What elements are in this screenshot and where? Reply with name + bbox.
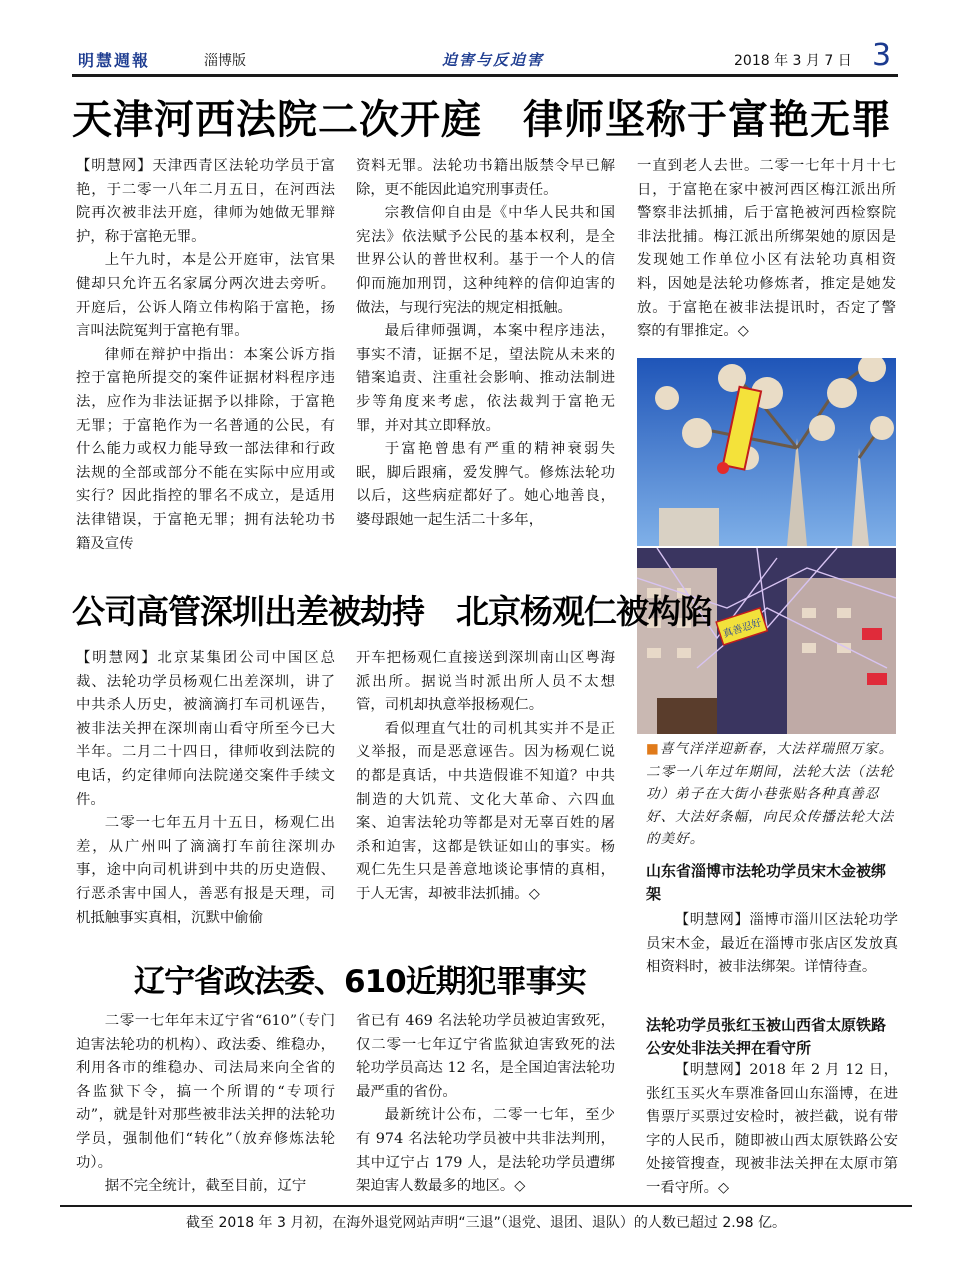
paragraph: 最新统计公布，二零一七年，至少有 974 名法轮功学员被中共非法判刑，其中辽宁占 179 人，是法轮功学员遭绑架迫害人数最多的地区。◇ xyxy=(356,1107,615,1195)
paragraph: 宗教信仰自由是《中华人民共和国宪法》依法赋予公民的基本权利，是全世界公认的普世权利。基于一个人的信仰而施加刑罚，这种纯粹的信仰迫害的做法，与现行宪法的规定相抵触。 xyxy=(356,205,615,316)
paragraph: 资料无罪。法轮功书籍出版禁令早已解除，更不能因此追究刑事责任。 xyxy=(356,158,615,198)
paragraph: 于富艳曾患有严重的精神衰弱失眠，脚后跟痛，爱发脾气。修炼法轮功以后，这些病症都好了。她心地善良，婆母跟她一起生活二十多年， xyxy=(356,441,615,528)
article3-column-1 xyxy=(76,1010,335,1199)
paragraph: 一直到老人去世。二零一七年十月十七日，于富艳在家中被河西区梅江派出所警察非法抓捕，后于富艳被河西检察院非法批捕。梅江派出所绑架她的原因是发现她工作单位小区有法轮功真相资料，因她是法轮功修炼者，推定是她发放。于富艳在被非法提讯时，否定了警察的有罪推定。◇ xyxy=(637,158,896,340)
brief2-headline: 法轮功学员张红玉被山西省太原铁路公安处非法关押在看守所 xyxy=(646,1016,887,1057)
paragraph: 二零一七年年末辽宁省“610”（专门迫害法轮功的机构）、政法委、维稳办，利用各市的维稳办、司法局来向全省的各监狱下令，搞一个所谓的“专项行动”，就是针对那些被非法关押的法轮功学员，强制他们“转化”（放弃修炼法轮功）。 xyxy=(76,1013,335,1171)
paragraph: 【明慧网】2018 年 2 月 12 日，张红玉买火车票准备回山东淄博，在进售票厅买票过安检时，被拦截，说有带字的人民币，随即被山西太原铁路公安处接管搜查，现被非法关押在太原市第一看守所。◇ xyxy=(646,1062,898,1196)
photo-tree-banner-night xyxy=(637,548,896,734)
masthead xyxy=(72,38,898,77)
section-title: 迫害与反迫害 xyxy=(442,51,545,69)
photo-caption xyxy=(646,738,900,851)
brief1-body xyxy=(646,909,898,980)
article2-column-2 xyxy=(356,647,615,907)
footer-notice: 截至 2018 年 3 月初，在海外退党网站声明“三退”（退党、退团、退队）的人数已超过 2.98 亿。 xyxy=(186,1215,786,1231)
paragraph: 律师在辩护中指出：本案公诉方指控于富艳所提交的案件证据材料程序违法，应作为非法证据予以排除，于富艳无罪；于富艳作为一名普通的公民，有什么能力或权力能导致一部法律和行政法规的全部或部分不能在实际中应用或实行？因此指控的罪名不成立，是适用法律错误，于富艳无罪；拥有法轮功书籍及宣传 xyxy=(76,346,335,552)
paragraph: 二零一七年五月十五日，杨观仁出差，从广州叫了滴滴打车前往深圳办事，途中向司机讲到中共的历史造假、行恶杀害中国人，善恶有报是天理，司机抵触事实真相，沉默中偷偷 xyxy=(76,815,335,926)
paragraph: 最后律师强调，本案中程序违法，事实不清，证据不足，望法院从未来的错案追责、注重社会影响、推动法制进步等角度来考虑，依法裁判于富艳无罪，并对其立即释放。 xyxy=(356,323,615,434)
night-photo-illustration xyxy=(637,548,896,734)
edition-label: 淄博版 xyxy=(204,53,246,69)
paragraph: 看似理直气壮的司机其实并不是正义举报，而是恶意诬告。因为杨观仁说的都是真话，中共造假谁不知道？中共制造的大饥荒、文化大革命、六四血案、迫害法轮功等都是对无辜百姓的屠杀和迫害，这都是铁证如山的事实。杨观仁先生只是善意地谈论事情的真相，于人无害，却被非法抓捕。◇ xyxy=(356,720,615,902)
article2-column-1 xyxy=(76,647,335,930)
issue-date: 2018 年 3 月 7 日 xyxy=(734,53,852,69)
square-bullet-icon: ■ xyxy=(646,741,660,757)
article1-column-3 xyxy=(637,155,896,344)
paragraph: 开车把杨观仁直接送到深圳南山区粤海派出所。据说当时派出所人员不太想管，司机却执意举报杨观仁。 xyxy=(356,650,615,714)
article1-column-1 xyxy=(76,155,335,556)
brief1-headline: 山东省淄博市法轮功学员宋木金被绑架 xyxy=(646,862,887,903)
paragraph: 【明慧网】北京某集团公司中国区总裁、法轮功学员杨观仁出差深圳，讲了中共杀人历史，被滴滴打车司机诬告，被非法关押在深圳南山看守所至今已大半年。二月二十四日，律师收到法院的电话，约定律师向法院递交案件手续文件。 xyxy=(76,650,335,808)
article2-headline: 公司高管深圳出差被劫持 北京杨观仁被构陷 xyxy=(72,592,712,631)
paragraph: 上午九时，本是公开庭审，法官果健却只允许五名家属分两次进去旁听。开庭后，公诉人隋立伟构陷于富艳，扬言叫法院冤判于富艳有罪。 xyxy=(76,252,335,340)
article1-column-2 xyxy=(356,155,615,533)
caption-text: 喜气洋洋迎新春，大法祥瑞照万家。二零一八年过年期间，法轮大法（法轮功）弟子在大街小巷张贴各种真善忍好、大法好条幅，向民众传播法轮大法的美好。 xyxy=(646,741,895,847)
article3-column-2 xyxy=(356,1010,615,1199)
article3-headline: 辽宁省政法委、610近期犯罪事实 xyxy=(134,964,586,1000)
paragraph: 据不完全统计，截至目前，辽宁 xyxy=(104,1178,307,1195)
page-number: 3 xyxy=(872,38,892,73)
paragraph: 【明慧网】天津西青区法轮功学员于富艳，于二零一八年二月五日，在河西法院再次被非法开庭，律师为她做无罪辩护，称于富艳无罪。 xyxy=(76,158,335,245)
photo-tree-banner-daytime xyxy=(637,358,896,546)
paragraph: 省已有 469 名法轮功学员被迫害致死，仅二零一七年辽宁省监狱迫害致死的法轮功学员高达 12 名，是全国迫害法轮功最严重的省份。 xyxy=(356,1013,615,1100)
brief2-body xyxy=(646,1059,898,1201)
footer-divider xyxy=(60,1205,912,1207)
paragraph: 【明慧网】淄博市淄川区法轮功学员宋木金，最近在淄博市张店区发放真相资料时，被非法绑架。详情待查。 xyxy=(646,912,898,976)
newspaper-name: 明慧週報 xyxy=(78,51,151,70)
tree-photo-illustration xyxy=(637,358,896,546)
banner-text: 真善忍好 xyxy=(721,617,764,641)
article1-headline: 天津河西法院二次开庭 律师坚称于富艳无罪 xyxy=(72,97,892,143)
